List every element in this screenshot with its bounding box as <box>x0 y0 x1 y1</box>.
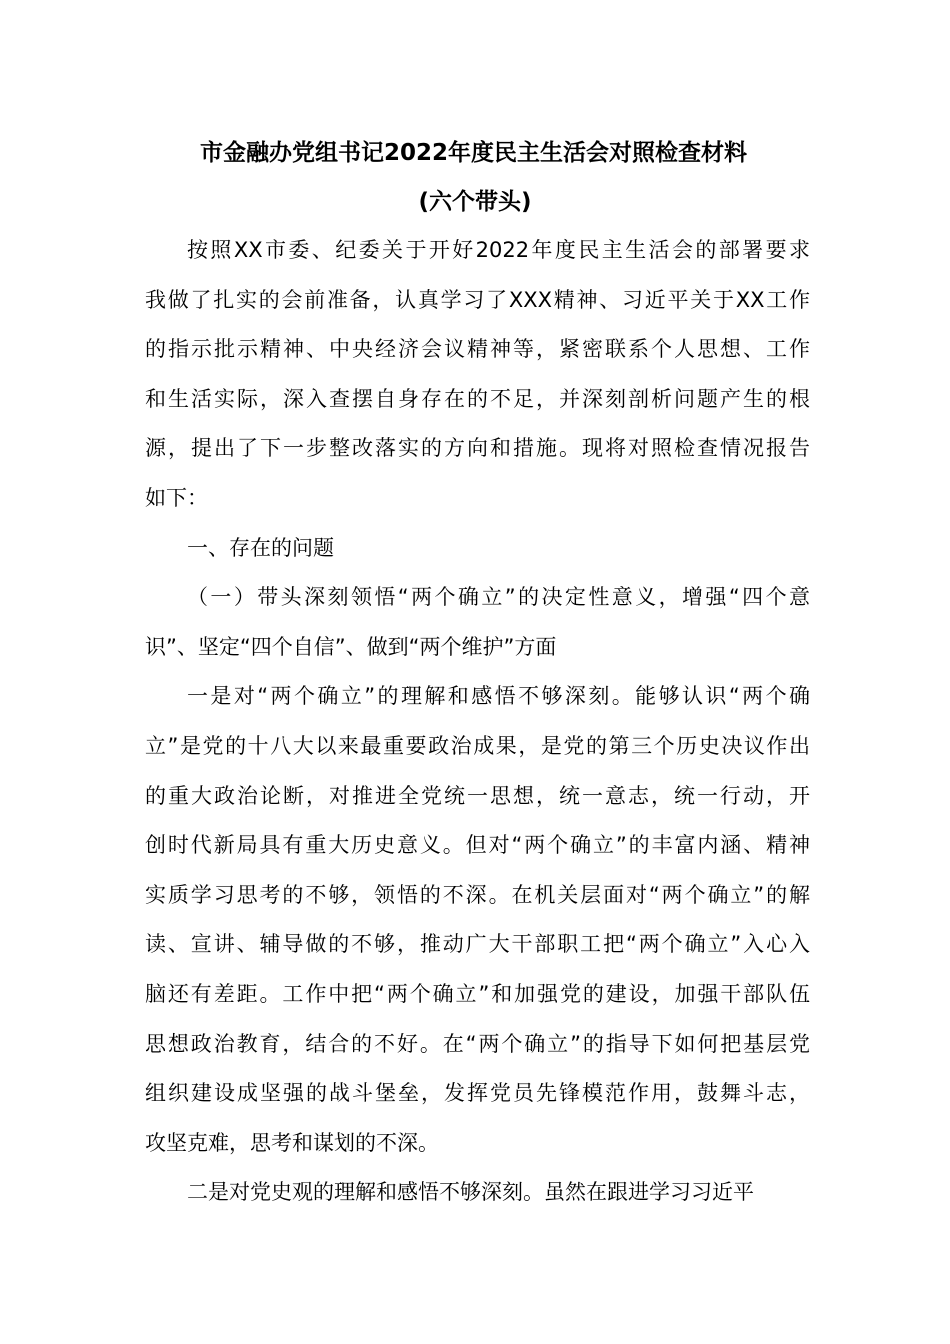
document-body <box>145 232 810 1224</box>
text-line: 按照XX市委、纪委关于开好2022年度民主生活会的部署要求 <box>187 238 810 262</box>
text-line: 源，提出了下一步整改落实的方向和措施。现将对照检查情况报告 <box>145 436 810 461</box>
text-line: 的指示批示精神、中央经济会议精神等，紧密联系个人思想、工作 <box>145 337 810 362</box>
text-line: 一、存在的问题 <box>187 535 334 560</box>
text-line: 创时代新局具有重大历史意义。但对“两个确立”的丰富内涵、精神 <box>145 833 810 858</box>
text-line: 思想政治教育，结合的不好。在“两个确立”的指导下如何把基层党 <box>145 1031 810 1056</box>
text-line: 二是对党史观的理解和感悟不够深刻。虽然在跟进学习习近平 <box>187 1180 754 1205</box>
text-line: （一）带头深刻领悟“两个确立”的决定性意义，增强“四个意 <box>187 585 810 610</box>
text-line: 一是对“两个确立”的理解和感悟不够深刻。能够认识“两个确 <box>187 684 810 709</box>
text-line: 如下： <box>145 485 208 510</box>
text-line: 实质学习思考的不够，领悟的不深。在机关层面对“两个确立”的解 <box>145 882 810 907</box>
document-subtitle: (六个带头) <box>418 189 532 215</box>
document-title: 市金融办党组书记2022年度民主生活会对照检查材料 <box>200 140 748 166</box>
text-line: 脑还有差距。工作中把“两个确立”和加强党的建设，加强干部队伍 <box>145 981 810 1006</box>
text-line: 组织建设成坚强的战斗堡垒，发挥党员先锋模范作用，鼓舞斗志， <box>145 1081 810 1106</box>
text-line: 我做了扎实的会前准备，认真学习了XXX精神、习近平关于XX工作 <box>145 287 810 312</box>
text-line: 识”、坚定“四个自信”、做到“两个维护”方面 <box>145 634 557 659</box>
text-line: 读、宣讲、辅导做的不够，推动广大干部职工把“两个确立”入心入 <box>145 932 810 957</box>
text-line: 攻坚克难，思考和谋划的不深。 <box>145 1130 439 1155</box>
text-line: 立”是党的十八大以来最重要政治成果，是党的第三个历史决议作出 <box>145 733 810 758</box>
text-line: 的重大政治论断，对推进全党统一思想，统一意志，统一行动，开 <box>145 783 810 808</box>
text-line: 和生活实际，深入查摆自身存在的不足，并深刻剖析问题产生的根 <box>145 386 810 411</box>
